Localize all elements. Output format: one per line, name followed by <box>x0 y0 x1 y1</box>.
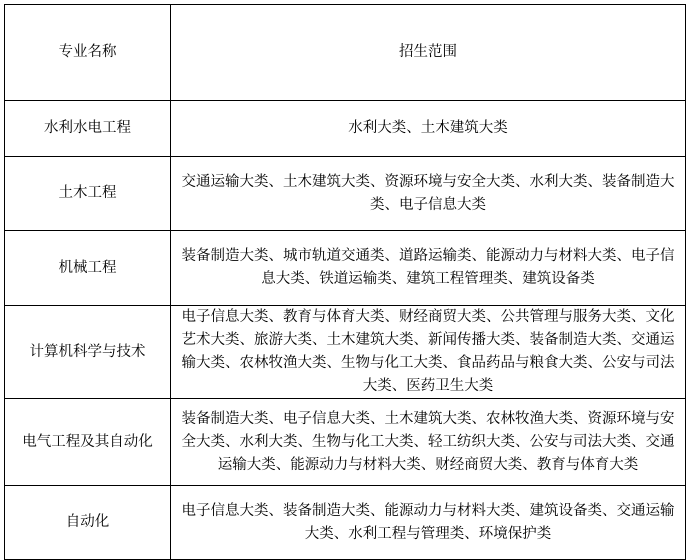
header-admission-scope: 招生范围 <box>171 5 686 101</box>
admission-scope-cell: 装备制造大类、城市轨道交通类、道路运输类、能源动力与材料大类、电子信息大类、铁道运输类、建筑工程管理类、建筑设备类 <box>171 231 686 306</box>
table-row <box>5 101 686 157</box>
major-name-cell: 土木工程 <box>5 157 171 231</box>
admission-scope-cell: 装备制造大类、电子信息大类、土木建筑大类、农林牧渔大类、资源环境与安全大类、水利大类、生物与化工大类、轻工纺织大类、公安与司法大类、交通运输大类、能源动力与材料大类、财经商贸大类、教育与体育大类 <box>171 399 686 486</box>
table-header-row <box>5 5 686 101</box>
header-major-name: 专业名称 <box>5 5 171 101</box>
major-name-cell: 电气工程及其自动化 <box>5 399 171 486</box>
major-name-cell: 机械工程 <box>5 231 171 306</box>
table-row <box>5 306 686 399</box>
admission-scope-cell: 电子信息大类、装备制造大类、能源动力与材料大类、建筑设备类、交通运输大类、水利工程与管理类、环境保护类 <box>171 486 686 560</box>
major-name-cell: 水利水电工程 <box>5 101 171 157</box>
admission-scope-cell: 电子信息大类、教育与体育大类、财经商贸大类、公共管理与服务大类、文化艺术大类、旅游大类、土木建筑大类、新闻传播大类、装备制造大类、交通运输大类、农林牧渔大类、生物与化工大类、食品药品与粮食大类、公安与司法大类、医药卫生大类 <box>171 306 686 399</box>
major-name-cell: 自动化 <box>5 486 171 560</box>
major-name-cell: 计算机科学与技术 <box>5 306 171 399</box>
table-row <box>5 157 686 231</box>
admission-scope-cell: 水利大类、土木建筑大类 <box>171 101 686 157</box>
admission-scope-table <box>4 4 686 560</box>
table-row <box>5 486 686 560</box>
table-row <box>5 399 686 486</box>
table-row <box>5 231 686 306</box>
admission-scope-cell: 交通运输大类、土木建筑大类、资源环境与安全大类、水利大类、装备制造大类、电子信息大类 <box>171 157 686 231</box>
